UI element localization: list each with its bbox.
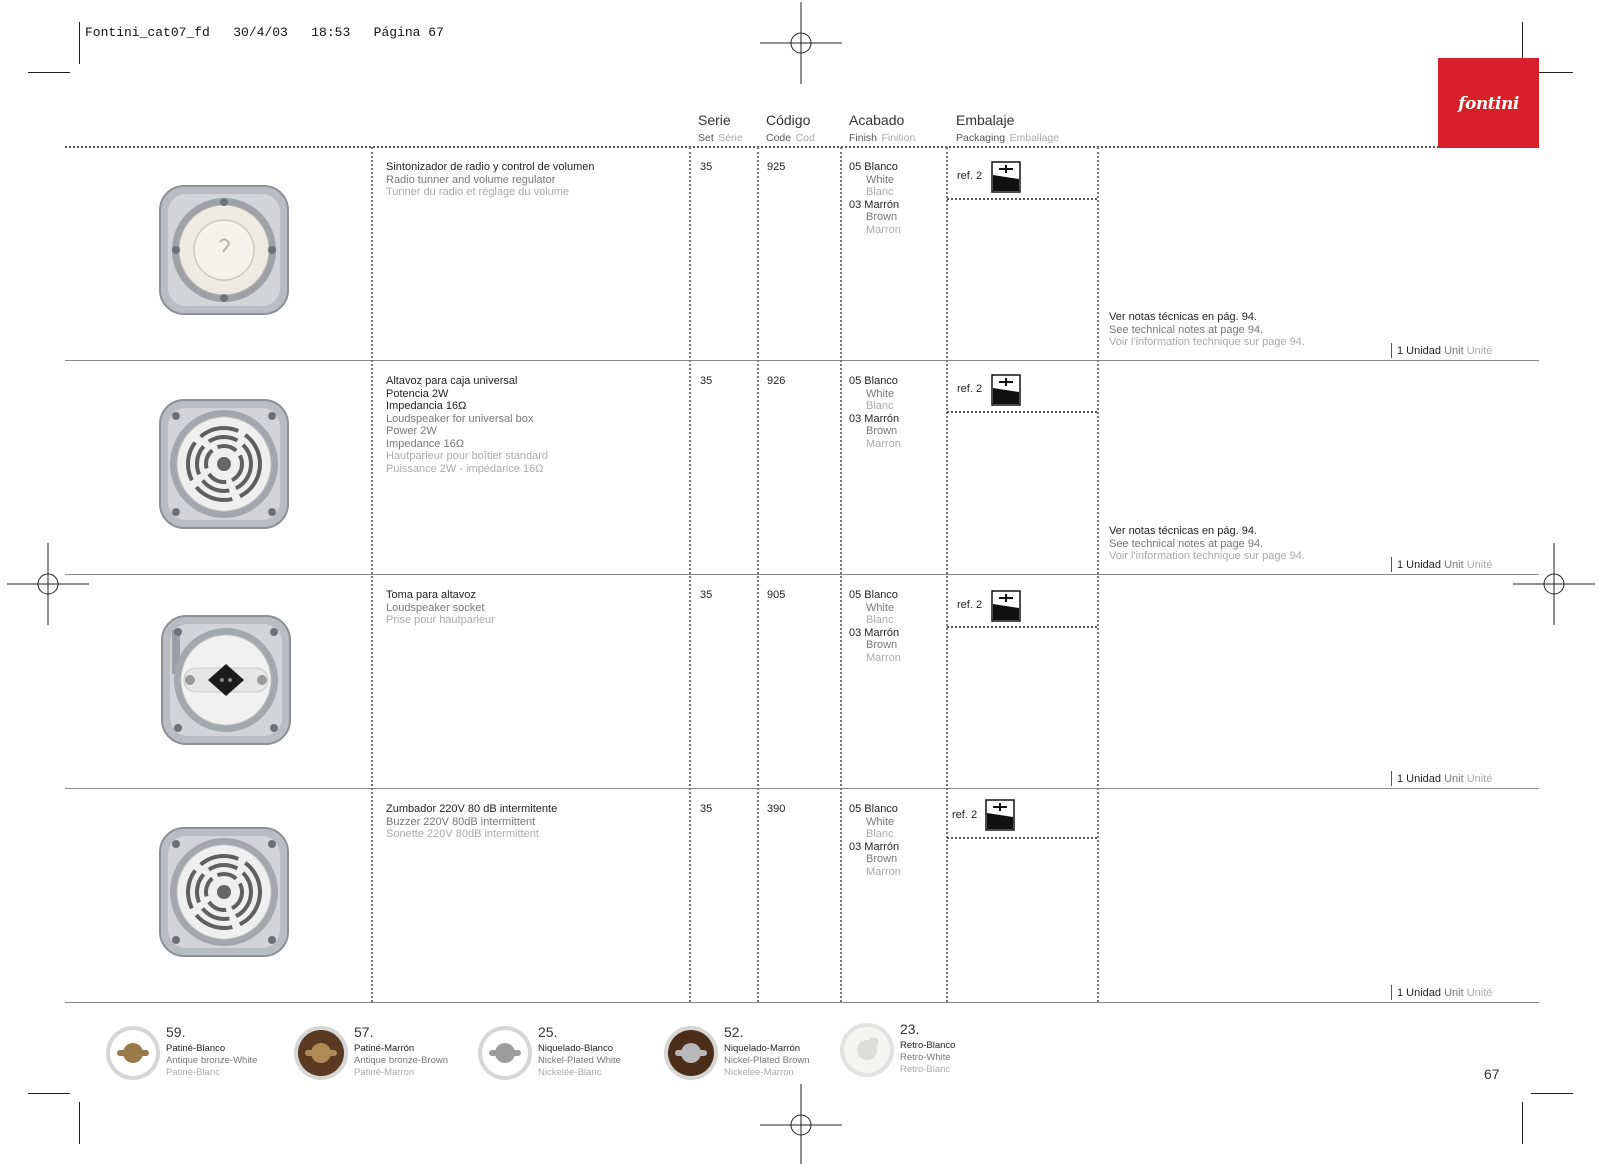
packaging-box-icon (991, 374, 1021, 406)
row-divider (65, 1002, 1539, 1003)
description-es: Potencia 2W (386, 387, 449, 400)
unit-fr: Unité (1466, 345, 1493, 357)
finish-number: 59. (166, 1024, 186, 1040)
header-rule (65, 146, 1439, 148)
note-en: See technical notes at page 94. (1109, 537, 1264, 550)
finish-number: 52. (724, 1024, 744, 1040)
codigo-value: 925 (767, 161, 786, 173)
unit-label (1397, 345, 1492, 357)
row-divider (65, 360, 1539, 361)
finish-code: 05 Blanco (849, 803, 898, 815)
finish-fr: Blanc (866, 614, 894, 626)
column-header-en: Code (766, 132, 792, 144)
finish-fr: Blanc (866, 400, 894, 412)
unit-es: 1 Unidad (1397, 559, 1442, 571)
slug-page-label: Página 67 (373, 25, 444, 40)
column-divider (1097, 147, 1099, 1002)
finish-name-en: Nickel-Plated White (538, 1055, 621, 1066)
note-en: See technical notes at page 94. (1109, 323, 1264, 336)
description-fr: Sonette 220V 80dB intermittent (386, 828, 539, 840)
finish-number: 25. (538, 1024, 558, 1040)
unit-tick (1391, 557, 1392, 572)
finish-name-en: Nickel-Plated Brown (724, 1055, 810, 1066)
finish-list (849, 589, 901, 664)
product-image-radio-tuner (154, 180, 294, 320)
finish-name-fr: Patiné-Marron (354, 1067, 415, 1078)
unit-fr: Unité (1466, 559, 1493, 571)
finish-name-en: Antique bronze-Brown (354, 1055, 448, 1066)
description-en: Buzzer 220V 80dB intermittent (386, 815, 536, 828)
packaging-divider (947, 198, 1097, 200)
column-header-acabado (849, 112, 915, 146)
finish-name-es: Patiné-Blanco (166, 1043, 226, 1054)
column-header-embalaje (956, 112, 1059, 146)
column-header-codigo (766, 112, 815, 146)
unit-tick (1391, 771, 1392, 786)
finish-en: White (866, 173, 895, 186)
finish-name-en: Retro-White (900, 1052, 951, 1063)
finish-en: Brown (866, 211, 898, 223)
packaging-divider (947, 411, 1097, 413)
registration-mark-icon (7, 543, 89, 625)
finish-name-fr: Retro-Blanc (900, 1064, 951, 1075)
serie-value: 35 (700, 589, 713, 601)
note-es: Ver notas técnicas en pág. 94. (1109, 311, 1257, 323)
finish-name-fr: Nickelée-Marron (724, 1067, 794, 1078)
packaging-divider (947, 837, 1097, 839)
column-header-en: Finish (849, 132, 878, 144)
finish-number: 23. (900, 1021, 920, 1037)
note-es: Ver notas técnicas en pág. 94. (1109, 525, 1257, 537)
finish-name-fr: Nickelée-Blanc (538, 1067, 602, 1078)
packaging-ref: ref. 2 (957, 170, 983, 182)
knob-swatch-icon (292, 1024, 350, 1082)
finish-name-en: Antique bronze-White (166, 1055, 258, 1066)
product-description (386, 375, 548, 475)
packaging-ref: ref. 2 (957, 599, 983, 611)
column-header-serie (698, 112, 743, 146)
finish-list (849, 161, 901, 236)
finish-code: 03 Marrón (849, 198, 900, 211)
finish-fr: Marron (866, 223, 901, 236)
description-en: Impedance 16Ω (386, 437, 464, 450)
product-image-loudspeaker-socket (156, 610, 296, 750)
slug-line (85, 25, 444, 40)
knob-swatch-icon (838, 1021, 896, 1079)
registration-mark-icon (760, 1084, 842, 1164)
column-divider (689, 147, 691, 1002)
column-header-main: Embalaje (956, 112, 1015, 128)
unit-label (1397, 559, 1492, 571)
description-fr: Hautparleur pour boîtier standard (386, 450, 549, 462)
codigo-value: 390 (767, 803, 786, 815)
brand-logo-text: fontini (1458, 94, 1519, 114)
column-divider (757, 147, 759, 1002)
unit-es: 1 Unidad (1397, 773, 1442, 785)
finish-code: 05 Blanco (849, 375, 898, 387)
description-es: Zumbador 220V 80 dB intermitente (386, 803, 558, 815)
registration-mark-icon (1513, 543, 1595, 625)
finish-fr: Blanc (866, 828, 894, 840)
unit-label (1397, 773, 1492, 785)
description-es: Altavoz para caja universal (386, 375, 518, 387)
knob-lever (489, 1050, 521, 1056)
column-divider (946, 147, 948, 1002)
serie-value: 35 (700, 161, 713, 173)
unit-tick (1391, 343, 1392, 358)
unit-en: Unit (1444, 987, 1464, 999)
technical-notes (1109, 311, 1305, 349)
finish-en: White (866, 815, 895, 828)
packaging-divider (947, 626, 1097, 628)
finish-en: White (866, 387, 895, 400)
finish-number: 57. (354, 1024, 374, 1040)
crop-mark (1522, 1102, 1523, 1144)
page-number: 67 (1484, 1066, 1500, 1082)
codigo-value: 905 (767, 589, 786, 601)
column-header-fr: Finition (881, 132, 916, 144)
packaging-ref: ref. 2 (957, 383, 983, 395)
column-header-en: Packaging (956, 132, 1006, 144)
description-en: Power 2W (386, 425, 437, 437)
note-fr: Voir l'information technique sur page 94. (1109, 550, 1305, 562)
slug-date: 30/4/03 (233, 25, 288, 40)
packaging-box-icon (985, 799, 1015, 831)
finish-en: Brown (866, 853, 898, 865)
column-header-main: Serie (698, 112, 731, 128)
crop-mark (1531, 1093, 1573, 1094)
finish-code: 05 Blanco (849, 589, 898, 601)
finish-code: 03 Marrón (849, 412, 900, 425)
unit-fr: Unité (1466, 773, 1493, 785)
brand-logo (1438, 58, 1539, 148)
description-en: Radio tunner and volume regulator (386, 173, 556, 186)
description-en: Loudspeaker for universal box (386, 412, 534, 425)
serie-value: 35 (700, 803, 713, 815)
finish-fr: Marron (866, 865, 901, 878)
technical-notes (1109, 525, 1305, 563)
registration-mark-icon (760, 2, 842, 84)
unit-en: Unit (1444, 559, 1464, 571)
row-divider (65, 788, 1539, 789)
unit-tick (1391, 985, 1392, 1000)
description-fr: Prise pour hautparleur (386, 614, 495, 626)
finish-name-fr: Patiné-Blanc (166, 1067, 220, 1078)
finish-name-es: Niquelado-Blanco (538, 1043, 613, 1054)
unit-label (1397, 987, 1492, 999)
crop-mark (28, 72, 70, 73)
description-fr: Puissance 2W - impédance 16Ω (386, 462, 544, 475)
finish-fr: Marron (866, 437, 901, 450)
finish-list (849, 803, 901, 878)
knob-swatch-icon (662, 1024, 720, 1082)
finish-code: 03 Marrón (849, 840, 900, 853)
finish-en: Brown (866, 425, 898, 437)
finish-name-es: Retro-Blanco (900, 1040, 956, 1051)
slug-time: 18:53 (311, 25, 351, 40)
packaging-box-icon (991, 161, 1021, 193)
unit-fr: Unité (1466, 987, 1493, 999)
product-description (386, 161, 595, 199)
product-description (386, 589, 495, 627)
finish-code: 03 Marrón (849, 626, 900, 639)
finish-code: 05 Blanco (849, 161, 898, 173)
crop-mark (28, 1093, 70, 1094)
finish-en: Brown (866, 639, 898, 651)
crop-mark (79, 22, 80, 64)
unit-en: Unit (1444, 773, 1464, 785)
finish-name-es: Niquelado-Marrón (724, 1043, 801, 1054)
codigo-value: 926 (767, 375, 786, 387)
description-es: Impedancia 16Ω (386, 400, 467, 412)
column-header-main: Acabado (849, 112, 905, 128)
product-image-loudspeaker (154, 394, 294, 534)
column-header-fr: Cod (795, 132, 815, 144)
column-header-fr: Emballage (1009, 132, 1060, 144)
finish-name-es: Patiné-Marrón (354, 1043, 415, 1054)
packaging-box-icon (991, 590, 1021, 622)
packaging-ref: ref. 2 (952, 809, 978, 821)
finish-fr: Marron (866, 651, 901, 664)
knob-lever (305, 1050, 337, 1056)
unit-en: Unit (1444, 345, 1464, 357)
slug-filename: Fontini_cat07_fd (85, 25, 210, 40)
knob-swatch-icon (104, 1024, 162, 1082)
unit-es: 1 Unidad (1397, 987, 1442, 999)
knob-lever (117, 1050, 149, 1056)
finish-fr: Blanc (866, 186, 894, 198)
row-divider (65, 574, 1539, 575)
knob-swatch-icon (476, 1024, 534, 1082)
description-fr: Tunner du radio et réglage du volume (386, 186, 570, 198)
column-header-fr: Série (718, 132, 743, 144)
knob-lever (675, 1050, 707, 1056)
finish-list (849, 375, 901, 450)
unit-es: 1 Unidad (1397, 345, 1442, 357)
serie-value: 35 (700, 375, 713, 387)
column-divider (371, 147, 373, 1002)
column-header-main: Código (766, 112, 811, 128)
product-image-buzzer (154, 822, 294, 962)
note-fr: Voir l'information technique sur page 94. (1109, 336, 1305, 348)
description-es: Toma para altavoz (386, 589, 476, 601)
crop-mark (79, 1102, 80, 1144)
description-es: Sintonizador de radio y control de volumen (386, 161, 595, 173)
finish-en: White (866, 601, 895, 614)
column-header-en: Set (698, 132, 714, 144)
description-en: Loudspeaker socket (386, 601, 485, 614)
column-divider (840, 147, 842, 1002)
product-description (386, 803, 557, 841)
